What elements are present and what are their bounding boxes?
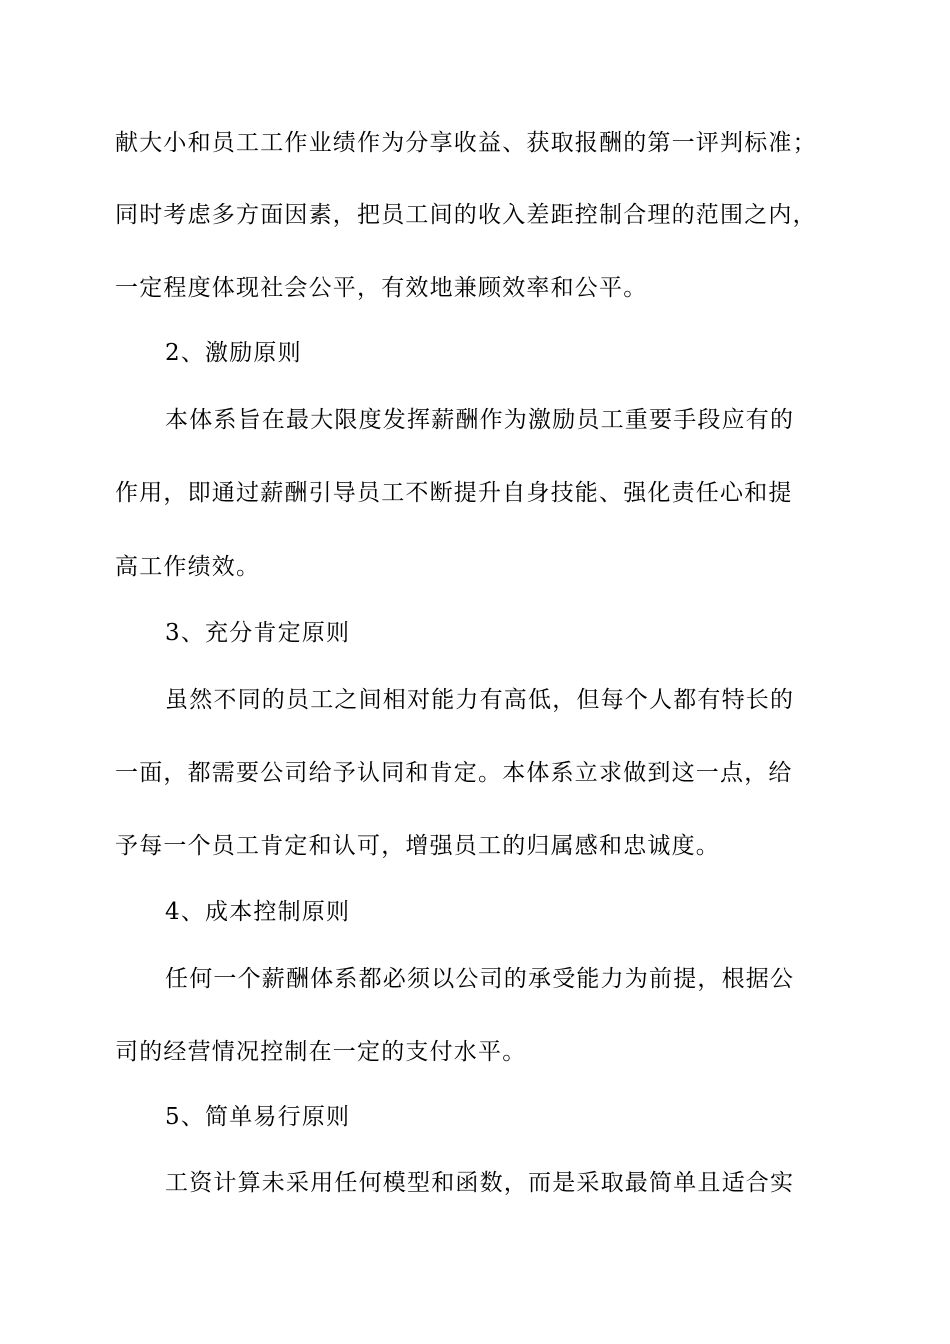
- section-heading-cost-control: 4、成本控制原则: [165, 899, 351, 925]
- paragraph-line: 献大小和员工工作业绩作为分享收益、获取报酬的第一评判标准；: [115, 130, 817, 156]
- paragraph-line: 同时考虑多方面因素，把员工间的收入差距控制合理的范围之内，: [115, 202, 817, 228]
- section-heading-affirmation: 3、充分肯定原则: [165, 620, 351, 646]
- paragraph-line: 虽然不同的员工之间相对能力有高低，但每个人都有特长的: [165, 687, 795, 713]
- paragraph-line: 作用，即通过薪酬引导员工不断提升自身技能、强化责任心和提: [115, 480, 793, 506]
- section-heading-incentive: 2、激励原则: [165, 340, 302, 366]
- paragraph-line: 一定程度体现社会公平，有效地兼顾效率和公平。: [115, 275, 648, 301]
- section-heading-simplicity: 5、简单易行原则: [165, 1104, 351, 1130]
- paragraph-line: 工资计算未采用任何模型和函数，而是采取最简单且适合实: [165, 1170, 795, 1196]
- paragraph-line: 高工作绩效。: [115, 554, 261, 580]
- paragraph-line: 司的经营情况控制在一定的支付水平。: [115, 1039, 527, 1065]
- paragraph-line: 任何一个薪酬体系都必须以公司的承受能力为前提，根据公: [165, 966, 795, 992]
- paragraph-line: 予每一个员工肯定和认可，增强员工的归属感和忠诚度。: [115, 833, 720, 859]
- paragraph-line: 一面，都需要公司给予认同和肯定。本体系立求做到这一点，给: [115, 760, 793, 786]
- paragraph-line: 本体系旨在最大限度发挥薪酬作为激励员工重要手段应有的: [165, 407, 795, 433]
